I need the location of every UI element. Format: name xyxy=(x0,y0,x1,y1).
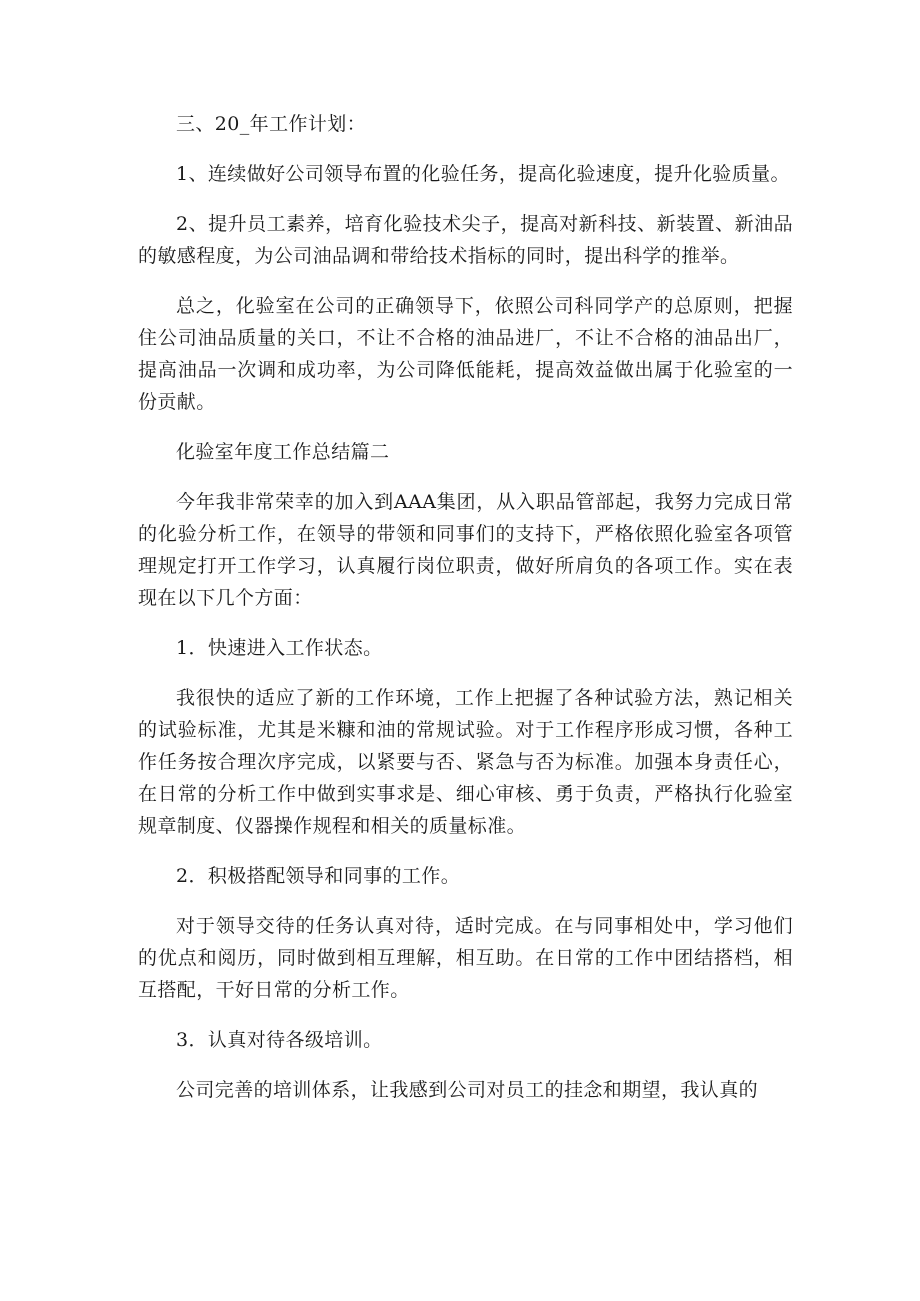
intro-paragraph: 今年我非常荣幸的加入到AAA集团，从入职品管部起，我努力完成日常的化验分析工作，在领导的带领和同事们的支持下，严格依照化验室各项管理规定打开工作学习，认真履行岗位职责，做好所肩负的各项工作。实在表现在以下几个方面： xyxy=(138,491,793,609)
summary-paragraph: 总之，化验室在公司的正确领导下，依照公司科同学产的总原则，把握住公司油品质量的关口，不让不合格的油品进厂，不让不合格的油品出厂，提高油品一次调和成功率，为公司降低能耗，提高效益做出属于化验室的一份贡献。 xyxy=(138,295,793,413)
point-2-body: 对于领导交待的任务认真对待，适时完成。在与同事相处中，学习他们的优点和阅历，同时做到相互理解，相互助。在日常的工作中团结搭档，相互搭配，干好日常的分析工作。 xyxy=(138,915,793,1001)
document-body xyxy=(138,108,793,1124)
section-heading-work-plan: 三、20_年工作计划： xyxy=(176,113,367,135)
article-title-part-two: 化验室年度工作总结篇二 xyxy=(176,441,390,463)
plan-item-1: 1、连续做好公司领导布置的化验任务，提高化验速度，提升化验质量。 xyxy=(176,163,790,185)
point-1-body: 我很快的适应了新的工作环境，工作上把握了各种试验方法，熟记相关的试验标准，尤其是米糠和油的常规试验。对于工作程序形成习惯，各种工作任务按合理次序完成，以紧要与否、紧急与否为标准。加强本身责任心，在日常的分析工作中做到实事求是、细心审核、勇于负责，严格执行化验室规章制度、仪器操作规程和相关的质量标准。 xyxy=(138,687,793,837)
point-3-body: 公司完善的培训体系，让我感到公司对员工的挂念和期望，我认真的 xyxy=(176,1079,759,1101)
plan-item-2: 2、提升员工素养，培育化验技术尖子，提高对新科技、新装置、新油品的敏感程度，为公司油品调和带给技术指标的同时，提出科学的推举。 xyxy=(138,213,793,267)
point-2-heading: 2．积极搭配领导和同事的工作。 xyxy=(176,865,461,887)
point-1-heading: 1．快速进入工作状态。 xyxy=(176,637,383,659)
point-3-heading: 3．认真对待各级培训。 xyxy=(176,1029,383,1051)
